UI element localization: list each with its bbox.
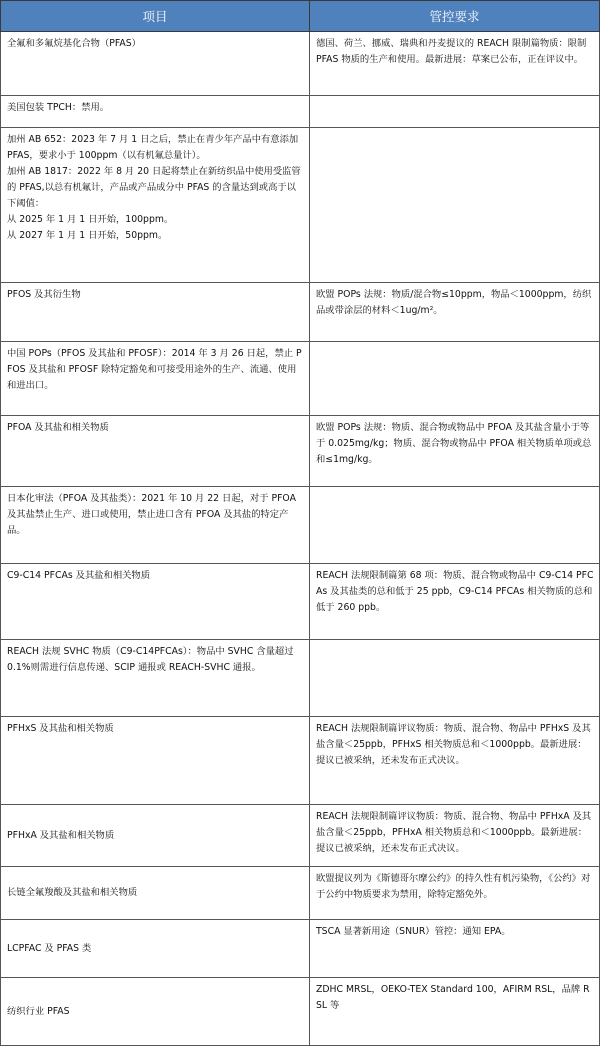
table-row bbox=[1, 564, 600, 640]
requirement-cell bbox=[310, 920, 600, 978]
requirement-cell bbox=[310, 717, 600, 805]
requirement-cell bbox=[310, 978, 600, 1046]
item-cell bbox=[1, 487, 310, 564]
table-row bbox=[1, 487, 600, 564]
item-cell bbox=[1, 978, 310, 1046]
item-text: 全氟和多氟烷基化合物（PFAS） bbox=[7, 38, 141, 49]
item-text: PFOA 及其盐和相关物质 bbox=[7, 422, 109, 433]
table-header-row bbox=[1, 1, 600, 32]
item-cell bbox=[1, 342, 310, 416]
requirement-text: REACH 法规限制篇评议物质：物质、混合物、物品中 PFHxA 及其盐含量＜25ppb，PFHxA 相关物质总和＜1000ppb。最新进展：提议已被采纳，还未发布正式决议。 bbox=[316, 811, 592, 854]
requirement-cell bbox=[310, 128, 600, 283]
item-text: 从 2027 年 1 月 1 日开始，50ppm。 bbox=[7, 230, 168, 241]
requirement-cell bbox=[310, 96, 600, 128]
requirement-cell bbox=[310, 564, 600, 640]
item-text: 加州 AB 652：2023 年 7 月 1 日之后，禁止在青少年产品中有意添加 PFAS，要求小于 100ppm（以有机氟总量计）。 bbox=[7, 134, 299, 161]
table-row bbox=[1, 867, 600, 920]
requirement-cell bbox=[310, 867, 600, 920]
item-cell bbox=[1, 32, 310, 96]
table-row bbox=[1, 416, 600, 487]
item-text: 纺织行业 PFAS bbox=[7, 1005, 70, 1017]
table-row bbox=[1, 96, 600, 128]
requirement-text: ZDHC MRSL，OEKO-TEX Standard 100，AFIRM RSL，品牌 RSL 等 bbox=[316, 984, 590, 1011]
item-text: PFHxS 及其盐和相关物质 bbox=[7, 723, 114, 734]
item-text: C9-C14 PFCAs 及其盐和相关物质 bbox=[7, 570, 151, 581]
item-text: 日本化审法（PFOA 及其盐类）：2021 年 10 月 22 日起，对于 PFOA 及其盐禁止生产、进口或使用，禁止进口含有 PFOA 及其盐的特定产品。 bbox=[7, 493, 296, 536]
item-cell bbox=[1, 283, 310, 342]
header-requirement: 管控要求 bbox=[310, 1, 600, 32]
requirement-text: 欧盟提议列为《斯德哥尔摩公约》的持久性有机污染物，《公约》对于公约中物质要求为禁用，除特定豁免外。 bbox=[316, 873, 591, 900]
requirement-text: TSCA 显著新用途（SNUR）管控：通知 EPA。 bbox=[316, 926, 511, 937]
requirement-text: REACH 法规限制篇评议物质：物质、混合物、物品中 PFHxS 及其盐含量＜25ppb，PFHxS 相关物质总和＜1000ppb。最新进展：提议已被采纳，还未发布正式决议。 bbox=[316, 723, 591, 766]
item-text: 美国包装 TPCH：禁用。 bbox=[7, 102, 110, 113]
item-cell bbox=[1, 805, 310, 867]
item-cell bbox=[1, 416, 310, 487]
item-text: 中国 POPs（PFOS 及其盐和 PFOSF）：2014 年 3 月 26 日起，禁止 PFOS 及其盐和 PFOSF 除特定豁免和可接受用途外的生产、流通、使用和进出口。 bbox=[7, 348, 302, 391]
requirement-cell bbox=[310, 283, 600, 342]
requirement-cell bbox=[310, 416, 600, 487]
item-cell bbox=[1, 867, 310, 920]
table-row bbox=[1, 717, 600, 805]
requirement-text: 欧盟 POPs 法规：物质/混合物≤10ppm，物品＜1000ppm，纺织品或带涂层的材料＜1ug/m²。 bbox=[316, 289, 592, 316]
item-text: PFHxA 及其盐和相关物质 bbox=[7, 829, 115, 841]
requirement-cell bbox=[310, 805, 600, 867]
requirement-text: 德国、荷兰、挪威、瑞典和丹麦提议的 REACH 限制篇物质：限制 PFAS 物质的生产和使用。最新进展：草案已公布，正在评议中。 bbox=[316, 38, 587, 65]
requirement-cell bbox=[310, 342, 600, 416]
item-text: LCPFAC 及 PFAS 类 bbox=[7, 942, 92, 954]
table-row bbox=[1, 978, 600, 1046]
item-cell bbox=[1, 564, 310, 640]
table-row bbox=[1, 32, 600, 96]
requirement-text: REACH 法规限制篇第 68 项：物质、混合物或物品中 C9-C14 PFCAs 及其盐类的总和低于 25 ppb，C9-C14 PFCAs 相关物质的总和低于 260 ppb。 bbox=[316, 570, 594, 613]
item-text: 长链全氟羧酸及其盐和相关物质 bbox=[7, 887, 138, 898]
table-row bbox=[1, 640, 600, 717]
item-text: 从 2025 年 1 月 1 日开始，100ppm。 bbox=[7, 214, 174, 225]
item-text: REACH 法规 SVHC 物质（C9-C14PFCAs）：物品中 SVHC 含量超过 0.1%则需进行信息传递、SCIP 通报或 REACH-SVHC 通报。 bbox=[7, 646, 294, 673]
table-row bbox=[1, 920, 600, 978]
item-cell bbox=[1, 128, 310, 283]
item-cell bbox=[1, 920, 310, 978]
item-text: 加州 AB 1817：2022 年 8 月 20 日起将禁止在新纺织品中使用受监管的 PFAS,以总有机氟计，产品或产品成分中 PFAS 的含量达到或高于以下阈值： bbox=[7, 166, 301, 209]
table-row bbox=[1, 342, 600, 416]
item-cell bbox=[1, 96, 310, 128]
table-row bbox=[1, 805, 600, 867]
requirement-text: 欧盟 POPs 法规：物质、混合物或物品中 PFOA 及其盐含量小于等于 0.025mg/kg；物质、混合物或物品中 PFOA 相关物质单项或总和≤1mg/kg。 bbox=[316, 422, 592, 465]
header-item: 项目 bbox=[1, 1, 310, 32]
requirement-cell bbox=[310, 640, 600, 717]
item-cell bbox=[1, 640, 310, 717]
table-row bbox=[1, 128, 600, 283]
requirement-cell bbox=[310, 32, 600, 96]
item-text: PFOS 及其衍生物 bbox=[7, 289, 81, 300]
table-row bbox=[1, 283, 600, 342]
requirement-cell bbox=[310, 487, 600, 564]
item-cell bbox=[1, 717, 310, 805]
